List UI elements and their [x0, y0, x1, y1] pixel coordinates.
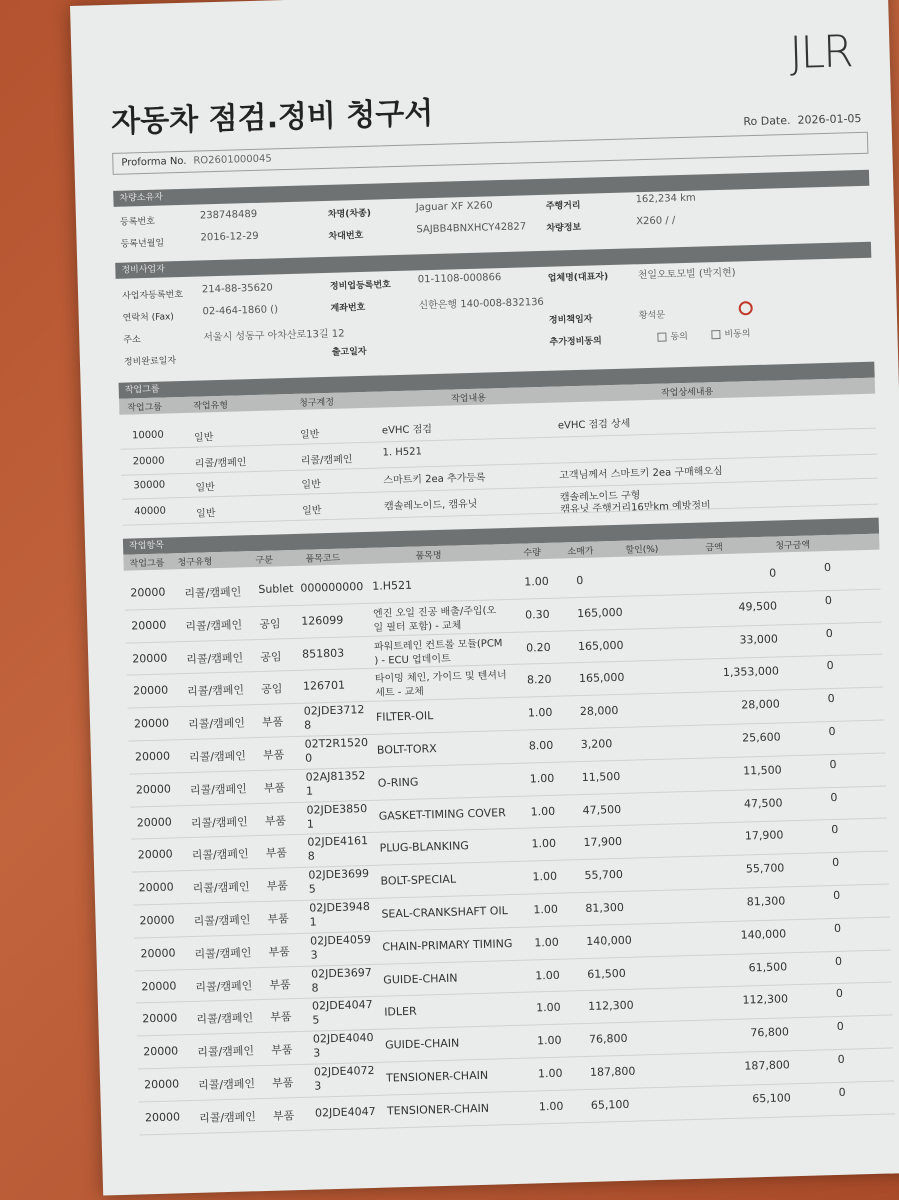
done-date-label: 정비완료일자 — [123, 356, 177, 368]
item-name: IDLER — [384, 1005, 417, 1020]
item-price: 187,800 — [589, 1064, 636, 1079]
item-code: 02JDE4059 — [310, 932, 372, 948]
item-code: 02JDE3699 — [308, 867, 370, 882]
item-code: 0 — [304, 751, 313, 765]
item-name: 세트 - 교체 — [375, 686, 425, 700]
item-price: 61,500 — [587, 966, 626, 981]
item-price: 112,300 — [587, 999, 634, 1014]
item-type: 리콜/캠페인 — [185, 618, 243, 633]
phone-value: 02-464-1860 () — [202, 304, 279, 318]
item-code: 000000000 — [300, 580, 364, 595]
item-kind: 부품 — [264, 813, 287, 828]
vehicle-section-header: 차량소유자 — [113, 170, 869, 207]
item-code: 126099 — [301, 613, 344, 628]
item-code: 02AJ81352 — [305, 768, 366, 784]
item-group: 20000 — [132, 683, 169, 698]
group-code: 30000 — [133, 479, 166, 492]
item-type: 리콜/캠페인 — [198, 1110, 257, 1125]
proforma-value: RO2601000045 — [193, 153, 272, 167]
item-name: 파워트레인 컨트롤 모듈(PCM — [373, 637, 503, 653]
row-divider — [122, 478, 878, 500]
groups-section-header: 작업그룹 — [119, 362, 875, 399]
item-claim: 0 — [832, 888, 841, 903]
item-kind: 부품 — [267, 912, 290, 926]
group-content: eVHC 점검 — [381, 424, 433, 437]
group-account: 일반 — [299, 429, 320, 441]
item-group: 20000 — [133, 716, 170, 731]
item-group: 20000 — [130, 585, 166, 600]
item-group: 20000 — [135, 782, 172, 797]
item-amount: 0 — [768, 566, 777, 580]
groups-header-cell: 청구계정 — [299, 397, 335, 409]
item-name: BOLT-TORX — [376, 742, 437, 757]
item-code: 02T2R1520 — [304, 735, 369, 751]
item-amount: 61,500 — [748, 959, 788, 975]
disagree-text: 비동의 — [724, 329, 751, 340]
item-name: 엔진 오일 진공 배출/주입(오 — [372, 605, 497, 620]
item-claim: 0 — [828, 724, 836, 739]
item-name: 일 필터 포함) - 교체 — [373, 620, 462, 634]
disagree-option[interactable] — [711, 326, 750, 340]
item-type: 리콜/캠페인 — [184, 585, 242, 601]
item-amount: 49,500 — [738, 599, 778, 614]
item-type: 리콜/캠페인 — [194, 946, 252, 961]
proforma-box — [112, 132, 868, 175]
item-kind: 부품 — [263, 781, 286, 795]
company-value: 천일오토모빌 (박지현) — [637, 267, 736, 282]
account-value: 신한은행 140-008-832136 — [418, 296, 545, 312]
item-type: 리콜/캠페인 — [196, 1011, 254, 1027]
account-label: 계좌번호 — [330, 302, 366, 314]
group-content: 스마트키 2ea 추가등록 — [383, 472, 486, 487]
item-code: 1 — [306, 817, 315, 831]
item-name: GUIDE-CHAIN — [383, 971, 458, 987]
item-price: 76,800 — [588, 1032, 628, 1047]
group-detail: 고객님께서 스마트키 2ea 구매해오심 — [559, 465, 723, 482]
item-qty: 0.20 — [525, 640, 551, 655]
item-group: 20000 — [131, 618, 167, 633]
item-type: 리콜/캠페인 — [187, 716, 246, 732]
shop-reg-value: 01-1108-000866 — [417, 272, 502, 286]
item-qty: 1.00 — [535, 968, 560, 982]
item-claim: 0 — [826, 659, 834, 673]
item-code: 126701 — [302, 678, 346, 694]
biz-no-value: 214-88-35620 — [201, 282, 273, 296]
info-label: 차량정보 — [546, 222, 582, 234]
item-price: 55,700 — [584, 868, 624, 883]
item-group: 20000 — [134, 749, 171, 764]
groups-header-cell: 작업상세내용 — [660, 387, 714, 399]
item-qty: 1.00 — [537, 1066, 563, 1081]
item-kind: 부품 — [269, 977, 291, 992]
group-type: 일반 — [193, 432, 214, 444]
item-qty: 1.00 — [531, 837, 557, 851]
ro-date-label: Ro Date. — [743, 113, 791, 129]
group-content: 캠솔레노이드, 캠유닛 — [383, 498, 478, 513]
item-price: 65,100 — [590, 1097, 630, 1112]
item-qty: 1.00 — [527, 705, 553, 720]
item-type: 리콜/캠페인 — [186, 651, 244, 666]
item-price: 165,000 — [578, 671, 625, 686]
item-price: 28,000 — [579, 704, 619, 719]
reg-no-value: 238748489 — [199, 208, 258, 222]
item-amount: 1,353,000 — [722, 664, 780, 680]
item-amount: 140,000 — [740, 927, 787, 942]
item-name: SEAL-CRANKSHAFT OIL — [381, 904, 508, 921]
item-amount: 17,900 — [744, 828, 784, 843]
item-amount: 55,700 — [745, 861, 785, 876]
item-kind: 부품 — [270, 1010, 292, 1025]
item-code: 02JDE3697 — [310, 965, 372, 981]
ro-date — [743, 112, 861, 128]
item-name: GASKET-TIMING COVER — [378, 805, 506, 823]
item-price: 11,500 — [581, 769, 621, 784]
item-claim: 0 — [834, 954, 843, 968]
item-code: 3 — [314, 1079, 322, 1093]
item-qty: 1.00 — [534, 935, 560, 950]
item-code: 1 — [305, 784, 314, 798]
item-code: 02JDE4040 — [312, 1031, 374, 1046]
item-code: 3 — [310, 948, 318, 962]
item-type: 리콜/캠페인 — [198, 1077, 256, 1092]
groups-header-cell: 작업유형 — [193, 400, 229, 412]
item-type: 리콜/캠페인 — [189, 782, 247, 797]
item-code: 851803 — [301, 646, 345, 661]
info-value: X260 / / — [636, 215, 676, 228]
group-detail: 캠솔레노이드 구형 — [559, 490, 641, 504]
item-kind: 공임 — [260, 682, 283, 697]
out-date-label: 출고일자 — [331, 346, 367, 358]
group-type: 일반 — [196, 508, 216, 520]
item-name: PLUG-BLANKING — [379, 839, 470, 856]
item-claim: 0 — [827, 692, 835, 706]
item-group: 20000 — [143, 1044, 179, 1059]
item-name: GUIDE-CHAIN — [384, 1036, 460, 1052]
item-group: 20000 — [136, 815, 172, 830]
item-amount: 65,100 — [752, 1091, 791, 1106]
item-amount: 47,500 — [743, 796, 783, 811]
item-kind: Sublet — [258, 581, 294, 596]
item-qty: 1.00 — [538, 1099, 564, 1114]
item-kind: 부품 — [262, 748, 285, 762]
biz-no-label: 사업자등록번호 — [121, 289, 184, 302]
shop-reg-label: 정비업등록번호 — [329, 280, 391, 292]
item-claim: 0 — [837, 1052, 845, 1066]
item-type: 리콜/캠페인 — [192, 880, 250, 896]
item-claim: 0 — [832, 856, 840, 870]
item-claim: 0 — [830, 790, 838, 804]
items-header-cell: 품목코드 — [305, 553, 341, 565]
item-amount: 33,000 — [739, 632, 779, 647]
items-header-cell: 작업그룹 — [129, 558, 165, 570]
proforma-label: Proforma No. — [121, 155, 187, 169]
items-header-cell: 금액 — [705, 542, 723, 554]
item-amount: 25,600 — [742, 730, 781, 745]
item-code: 02JDE3850 — [306, 801, 368, 817]
item-group: 20000 — [143, 1077, 180, 1092]
group-content: 1. H521 — [382, 446, 423, 459]
items-header-cell: 청구금액 — [775, 540, 811, 552]
items-header-cell: 품목명 — [415, 550, 442, 562]
item-code: 5 — [308, 882, 316, 896]
item-type: 리콜/캠페인 — [191, 847, 249, 863]
item-name: TENSIONER-CHAIN — [386, 1101, 490, 1118]
group-account: 리콜/캠페인 — [300, 454, 353, 467]
shop-section-header: 정비사업자 — [115, 242, 871, 279]
items-header-cell: 할인(%) — [625, 544, 659, 556]
seal-stamp-icon — [739, 301, 753, 315]
item-kind: 부품 — [261, 715, 284, 730]
item-claim: 0 — [833, 921, 842, 935]
item-code: 02JDE4072 — [313, 1063, 375, 1079]
item-group: 20000 — [144, 1110, 181, 1125]
item-name: TENSIONER-CHAIN — [385, 1068, 489, 1085]
item-code: 02JDE4161 — [307, 834, 369, 850]
page-title: 자동차 점검.정비 청구서 — [110, 95, 434, 140]
item-claim: 0 — [829, 757, 837, 771]
item-code: 02JDE3948 — [309, 899, 371, 915]
item-price: 17,900 — [583, 835, 623, 850]
item-claim: 0 — [835, 987, 844, 1001]
group-account: 일반 — [302, 505, 322, 517]
item-qty: 8.00 — [528, 738, 554, 753]
item-type: 리콜/캠페인 — [197, 1044, 255, 1060]
item-group: 20000 — [137, 847, 173, 862]
item-qty: 8.20 — [526, 673, 552, 687]
agree-option[interactable] — [657, 329, 688, 343]
item-qty: 1.00 — [529, 771, 555, 786]
item-amount: 112,300 — [742, 992, 789, 1007]
item-qty: 1.00 — [536, 1033, 562, 1048]
disagree-checkbox[interactable] — [711, 330, 720, 339]
item-type: 리콜/캠페인 — [195, 978, 253, 994]
item-amount: 28,000 — [741, 697, 780, 712]
addr-value: 서울시 성동구 아차산로13길 12 — [203, 328, 345, 344]
item-group: 20000 — [142, 1011, 178, 1026]
group-code: 10000 — [131, 429, 164, 442]
item-name: 타이밍 체인, 가이드 및 텐셔너 — [374, 670, 507, 686]
item-qty: 1.00 — [532, 869, 558, 884]
item-price: 140,000 — [586, 933, 632, 948]
extra-agree-label: 추가정비동의 — [549, 336, 602, 348]
mileage-label: 주행거리 — [545, 200, 581, 212]
company-label: 업체명(대표자) — [547, 272, 609, 284]
manager-label: 정비책임자 — [548, 314, 593, 326]
reg-no-label: 등록번호 — [119, 216, 155, 228]
invoice-paper — [70, 0, 899, 1196]
phone-label: 연락처 (Fax) — [122, 312, 175, 324]
reg-date-value: 2016-12-29 — [200, 230, 259, 244]
item-amount: 76,800 — [750, 1025, 790, 1040]
item-code: 5 — [312, 1013, 320, 1028]
agree-text: 동의 — [670, 331, 689, 343]
item-type: 리콜/캠페인 — [188, 749, 247, 764]
item-kind: 부품 — [268, 945, 290, 959]
groups-header-cell: 작업내용 — [450, 393, 487, 405]
item-kind: 부품 — [271, 1043, 293, 1057]
jlr-logo: JLR — [788, 26, 853, 79]
item-kind: 부품 — [272, 1108, 295, 1123]
row-divider — [120, 428, 876, 450]
item-type: 리콜/캠페인 — [187, 683, 245, 699]
item-name: 1.H521 — [372, 578, 413, 593]
item-qty: 1.00 — [535, 1001, 561, 1015]
item-qty: 1.00 — [524, 574, 549, 589]
group-type: 리콜/캠페인 — [194, 457, 247, 470]
item-kind: 부품 — [271, 1076, 294, 1090]
item-claim: 0 — [836, 1019, 844, 1034]
group-detail: eVHC 점검 상세 — [557, 418, 631, 432]
item-code: 3 — [313, 1046, 321, 1060]
item-kind: 부품 — [265, 846, 288, 861]
item-qty: 0.30 — [524, 607, 550, 622]
ro-date-value: 2026-01-05 — [797, 111, 862, 127]
item-price: 47,500 — [582, 802, 622, 817]
item-group: 20000 — [139, 913, 175, 928]
item-code: 8 — [311, 981, 319, 995]
item-code: 02JDE4047 — [311, 998, 373, 1014]
item-name: O-RING — [377, 775, 419, 790]
item-group: 20000 — [138, 880, 174, 895]
items-section-header: 작업항목 — [123, 518, 879, 555]
item-group: 20000 — [141, 979, 177, 993]
item-claim: 0 — [825, 626, 833, 640]
group-type: 일반 — [195, 482, 215, 494]
item-amount: 81,300 — [746, 894, 786, 909]
item-price: 165,000 — [577, 638, 624, 653]
item-group: 20000 — [132, 651, 168, 666]
item-kind: 부품 — [266, 879, 289, 894]
item-type: 리콜/캠페인 — [190, 814, 248, 830]
item-price: 3,200 — [580, 737, 613, 752]
item-claim: 0 — [823, 560, 832, 575]
item-code: 8 — [307, 849, 316, 864]
group-code: 40000 — [133, 505, 167, 518]
items-header-cell: 구분 — [255, 555, 274, 567]
vin-value: SAJBB4BNXHCY42827 — [416, 221, 527, 236]
agree-checkbox[interactable] — [657, 332, 666, 341]
item-qty: 1.00 — [533, 902, 559, 917]
items-header-cell: 수량 — [523, 548, 541, 559]
item-claim: 0 — [838, 1085, 846, 1099]
items-header-cell: 청구유형 — [177, 557, 213, 569]
group-detail: 캠유닛 주행거리16만km 예방정비 — [560, 500, 711, 516]
groups-header-cell: 작업그룹 — [127, 402, 163, 414]
item-price: 0 — [576, 573, 584, 588]
item-type: 리콜/캠페인 — [193, 913, 251, 928]
item-price: 165,000 — [576, 605, 623, 620]
addr-label: 주소 — [123, 335, 141, 346]
item-claim: 0 — [831, 823, 839, 837]
model-value: Jaguar XF X260 — [415, 200, 493, 214]
item-amount: 187,800 — [744, 1058, 791, 1073]
reg-date-label: 등록년월일 — [120, 238, 165, 250]
model-label: 차명(차종) — [327, 208, 372, 220]
item-kind: 공임 — [259, 617, 281, 631]
item-name: BOLT-SPECIAL — [380, 872, 457, 888]
item-amount: 11,500 — [742, 763, 782, 778]
item-code: 02JDE3712 — [303, 703, 365, 718]
item-claim: 0 — [824, 593, 833, 607]
item-price: 81,300 — [585, 900, 625, 915]
vin-label: 차대번호 — [328, 230, 364, 242]
items-header-cell: 소매가 — [567, 546, 594, 558]
item-group: 20000 — [140, 946, 176, 961]
item-code: 02JDE4047 — [314, 1104, 376, 1120]
item-qty: 1.00 — [530, 804, 556, 819]
item-kind: 공임 — [260, 649, 282, 664]
group-code: 20000 — [132, 455, 165, 468]
item-code: 8 — [303, 718, 312, 732]
item-code: 1 — [309, 915, 317, 929]
item-name: FILTER-OIL — [375, 709, 434, 724]
item-name: CHAIN-PRIMARY TIMING — [382, 936, 513, 954]
item-name: ) - ECU 업데이트 — [374, 653, 451, 667]
group-account: 일반 — [301, 479, 321, 491]
manager-value: 황석문 — [638, 310, 666, 322]
mileage-value: 162,234 km — [635, 192, 696, 206]
